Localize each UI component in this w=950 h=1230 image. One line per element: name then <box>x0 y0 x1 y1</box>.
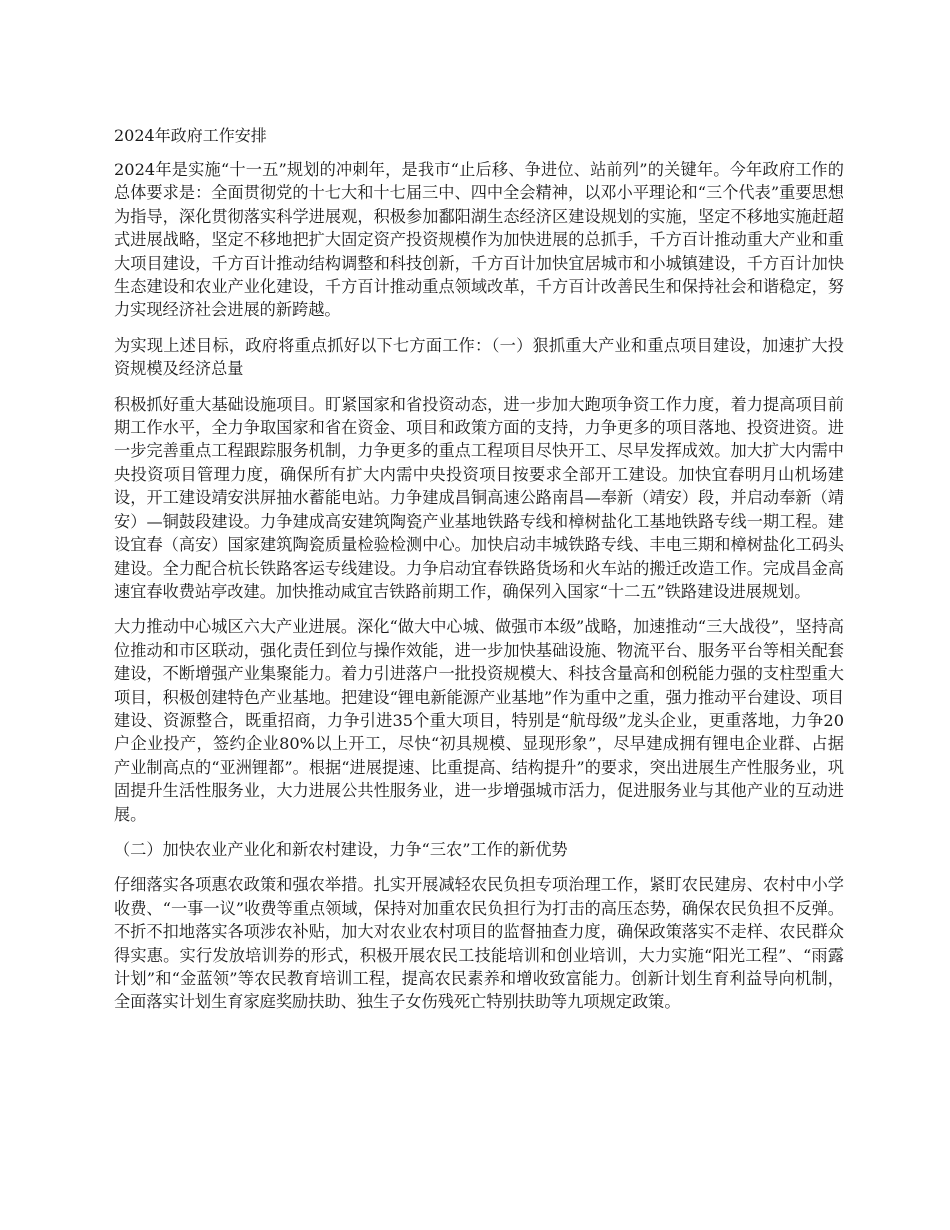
paragraph-infrastructure: 积极抓好重大基础设施项目。盯紧国家和省投资动态，进一步加大跑项争资工作力度，着力提高项目前期工作水平，全力争取国家和省在资金、项目和政策方面的支持，力争更多的项目落地、投资进资。进一步完善重点工程跟踪服务机制，力争更多的重点工程项目尽快开工、尽早发挥成效。加大扩大内需中央投资项目管理力度，确保所有扩大内需中央投资项目按要求全部开工建设。加快宜春明月山机场建设，开工建设靖安洪屏抽水蓄能电站。力争建成昌铜高速公路南昌—奉新（靖安）段，并启动奉新（靖安）—铜鼓段建设。力争建成高安建筑陶瓷产业基地铁路专线和樟树盐化工基地铁路专线一期工程。建设宜春（高安）国家建筑陶瓷质量检验检测中心。加快启动丰城铁路专线、丰电三期和樟树盐化工码头建设。全力配合杭长铁路客运专线建设。力争启动宜春铁路货场和火车站的搬迁改造工作。完成昌金高速宜春收费站亭改建。加快推动咸宜吉铁路前期工作，确保列入国家“十二五”铁路建设进展规划。 <box>114 394 844 601</box>
section-heading-agriculture: （二）加快农业产业化和新农村建设，力争“三农”工作的新优势 <box>114 839 568 859</box>
paragraph-overview: 2024年是实施“十一五”规划的冲刺年，是我市“止后移、争进位、站前列”的关键年。今年政府工作的总体要求是：全面贯彻党的十七大和十七届三中、四中全会精神，以邓小平理论和“三个代表”重要思想为指导，深化贯彻落实科学进展观，积极参加鄱阳湖生态经济区建设规划的实施，坚定不移地实施赶超式进展战略，坚定不移地把扩大固定资产投资规模作为加快进展的总抓手，千方百计推动重大产业和重大项目建设，千方百计推动结构调整和科技创新，千方百计加快宜居城市和小城镇建设，千方百计加快生态建设和农业产业化建设，千方百计推动重点领域改革，千方百计改善民生和保持社会和谐稳定，努力实现经济社会进展的新跨越。 <box>114 160 844 320</box>
paragraph-six-industries: 大力推动中心城区六大产业进展。深化“做大中心城、做强市本级”战略，加速推动“三大战役”，坚持高位推动和市区联动，强化责任到位与操作效能，进一步加快基础设施、物流平台、服务平台等相关配套建设，不断增强产业集聚能力。着力引进落户一批投资规模大、科技含量高和创税能力强的支柱型重大项目，积极创建特色产业基地。把建设“锂电新能源产业基地”作为重中之重，强力推动平台建设、项目建设、资源整合，既重招商，力争引进35个重大项目，特别是“航母级”龙头企业，更重落地，力争20户企业投产，签约企业80%以上开工，尽快“初具规模、显现形象”，尽早建成拥有锂电企业群、占据产业制高点的“亚洲锂都”。根据“进展提速、比重提高、结构提升”的要求，突出进展生产性服务业，巩固提升生活性服务业，大力进展公共性服务业，进一步增强城市活力，促进服务业与其他产业的互动进展。 <box>114 617 844 824</box>
document-title: 2024年政府工作安排 <box>114 126 267 145</box>
paragraph-seven-tasks: 为实现上述目标，政府将重点抓好以下七方面工作：（一）狠抓重大产业和重点项目建设，加速扩大投资规模及经济总量 <box>114 335 844 379</box>
document-page <box>114 124 844 1026</box>
paragraph-farm-policies: 仔细落实各项惠农政策和强农举措。扎实开展减轻农民负担专项治理工作，紧盯农民建房、农村中小学收费、“一事一议”收费等重点领域，保持对加重农民负担行为打击的高压态势，确保农民负担不反弹。不折不扣地落实各项涉农补贴，加大对农业农村项目的监督抽查力度，确保政策落实不走样、农民群众得实惠。实行发放培训券的形式，积极开展农民工技能培训和创业培训，大力实施“阳光工程”、“雨露计划”和“金蓝领”等农民教育培训工程，提高农民素养和增收致富能力。创新计划生育利益导向机制，全面落实计划生育家庭奖励扶助、独生子女伤残死亡特别扶助等九项规定政策。 <box>114 875 844 1012</box>
